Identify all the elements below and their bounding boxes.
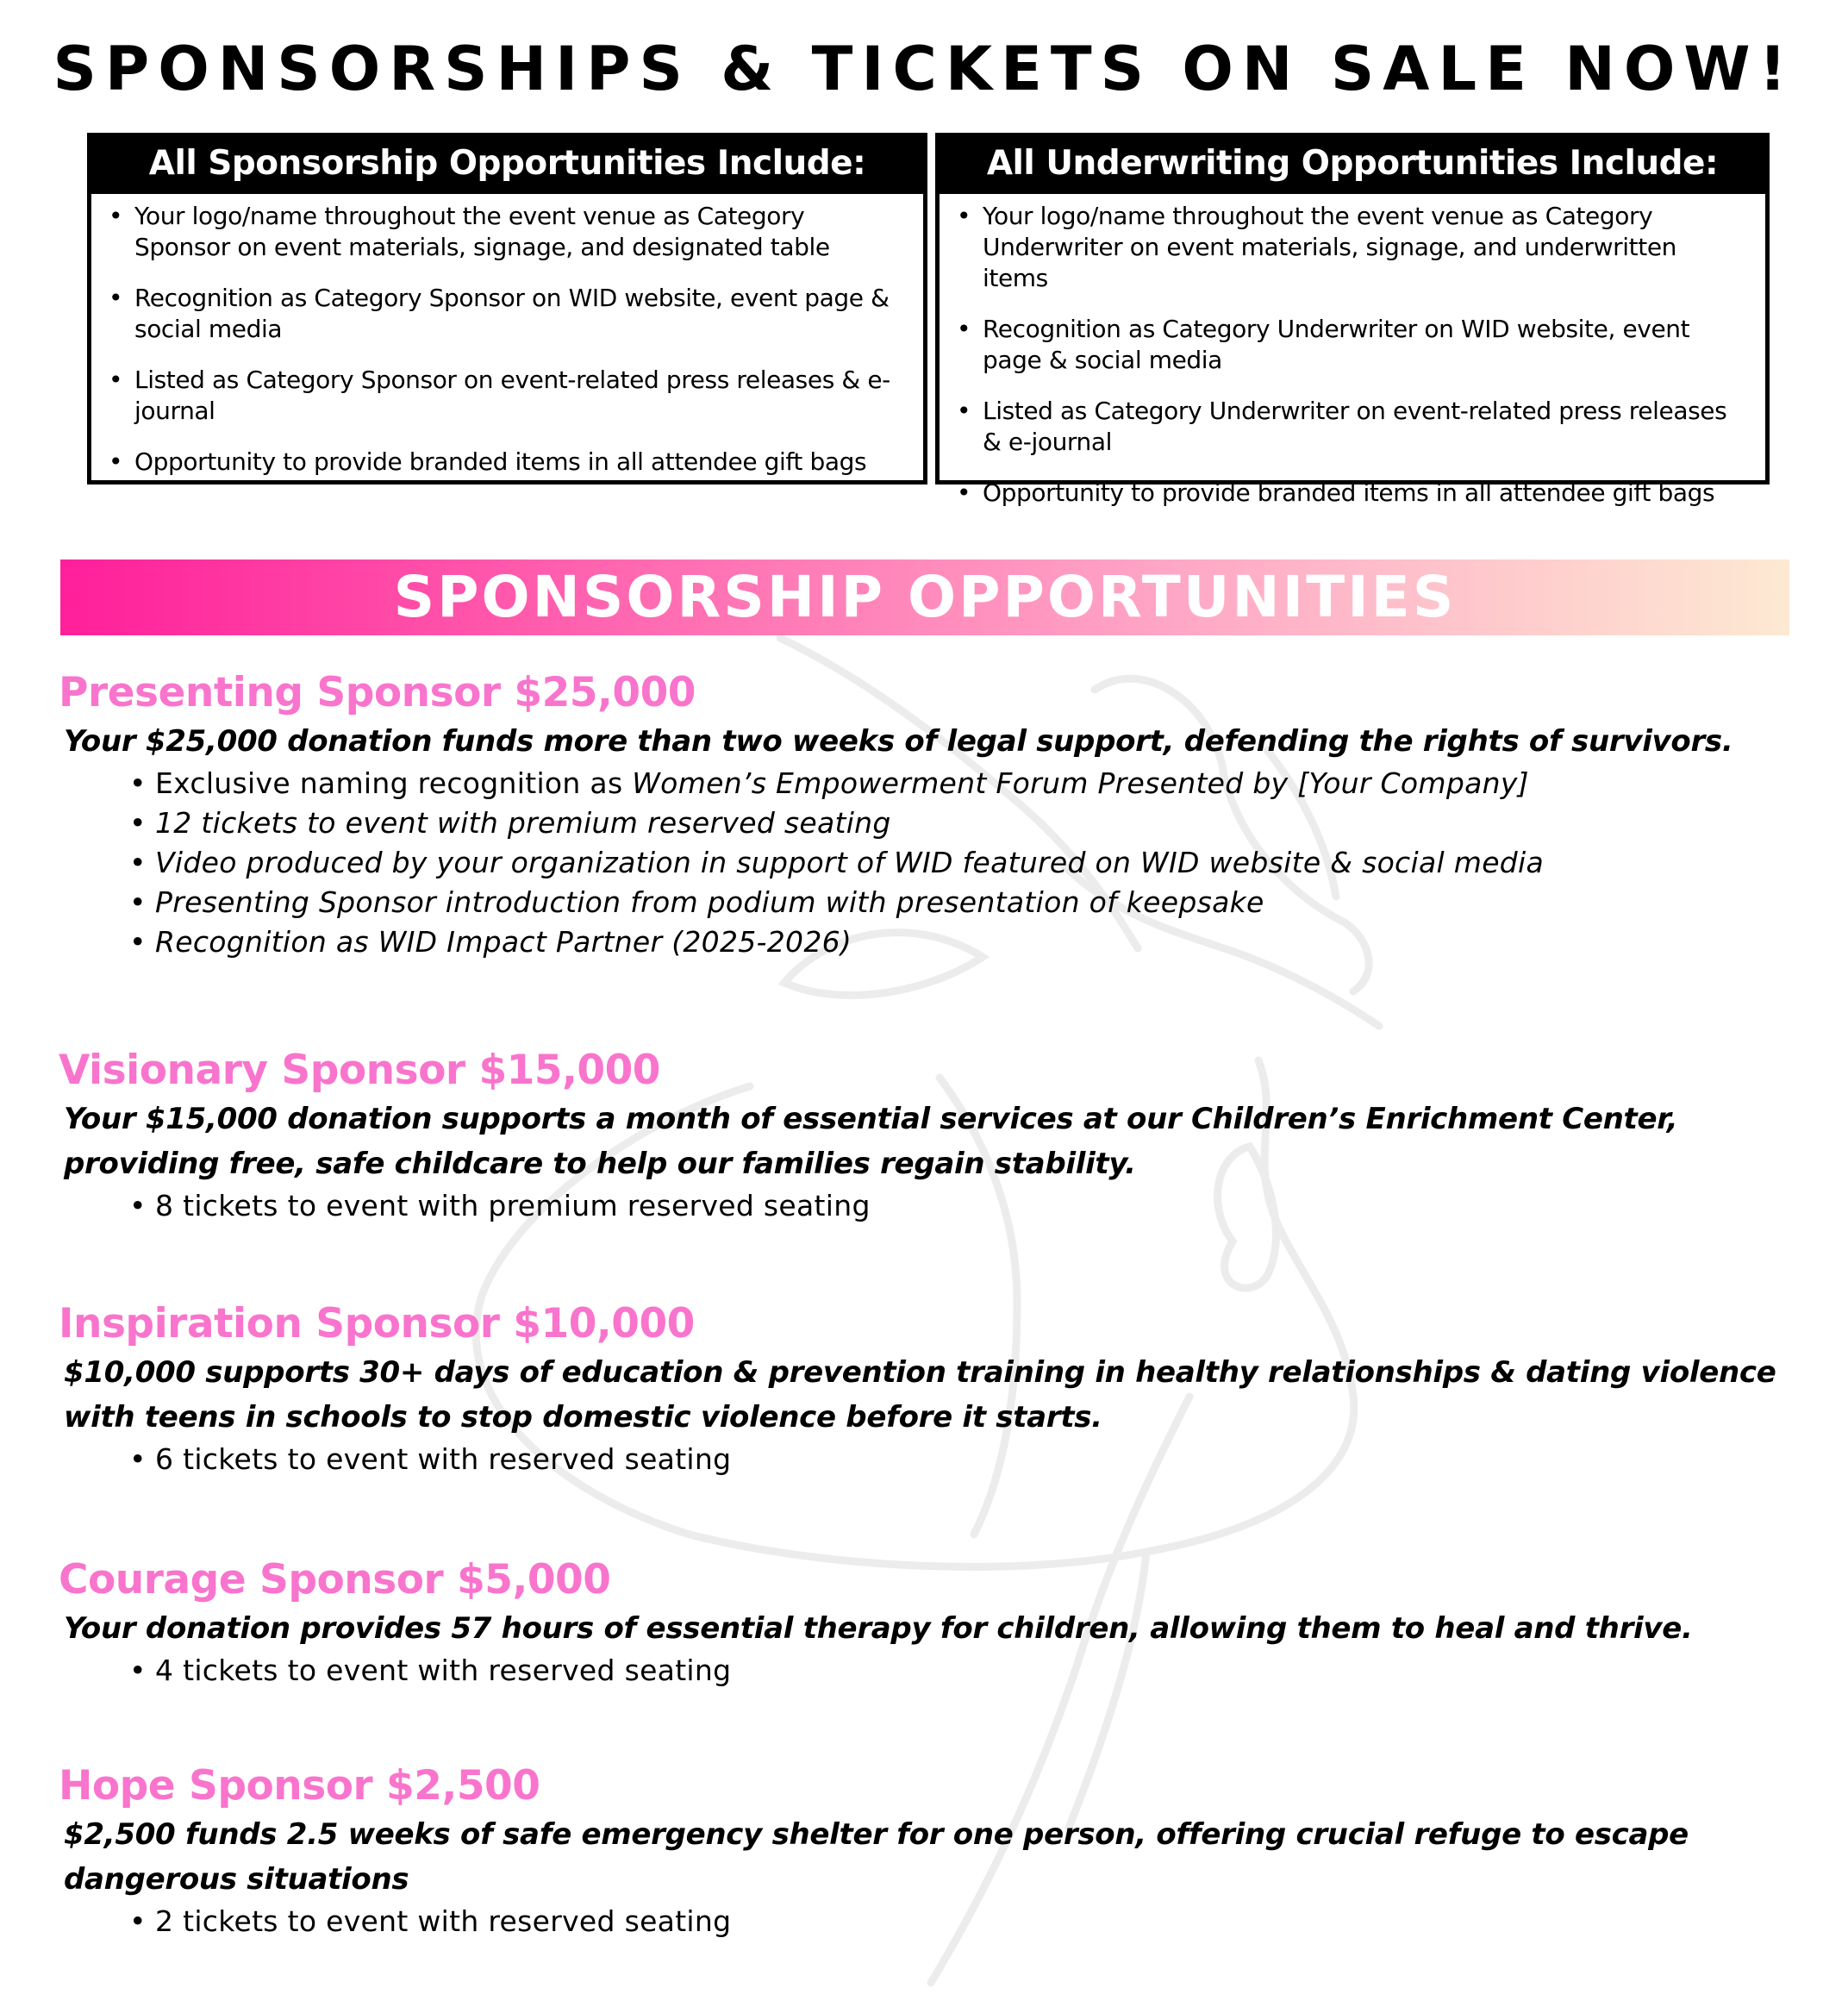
bullet-icon: •: [129, 806, 147, 840]
tier-hope: [59, 1760, 1817, 1941]
tier-description: $2,500 funds 2.5 weeks of safe emergency shelter for one person, offering crucial refuge to escape dangerous situations: [64, 1817, 1689, 1897]
list-item: • Recognition as Category Underwriter on WID website, event page & social media: [957, 315, 1690, 374]
tier-description: $10,000 supports 30+ days of education & prevention training in healthy relationships & dating violence with teens in schools to stop domestic violence before it starts.: [64, 1355, 1776, 1435]
tier-title: Hope Sponsor $2,500: [59, 1762, 540, 1810]
sponsorship-benefits-list: [91, 194, 923, 478]
list-item: • Opportunity to provide branded items in all attendee gift bags: [109, 447, 867, 476]
bullet-icon: •: [109, 284, 123, 312]
list-item: • Recognition as Category Sponsor on WID website, event page & social media: [109, 284, 890, 343]
tier-benefits: [59, 1902, 1817, 1941]
list-item: • Opportunity to provide branded items in all attendee gift bags: [957, 478, 1715, 507]
bullet-icon: •: [129, 1654, 147, 1687]
page-title: SPONSORSHIPS & TICKETS ON SALE NOW!: [53, 34, 1795, 104]
tier-presenting: [59, 667, 1817, 962]
tier-description: Your donation provides 57 hours of essential therapy for children, allowing them to heal and thrive.: [64, 1611, 1693, 1646]
bullet-icon: •: [129, 766, 147, 800]
tier-title: Presenting Sponsor $25,000: [59, 669, 696, 716]
bullet-icon: •: [957, 202, 971, 230]
bullet-icon: •: [957, 397, 971, 425]
list-item: • 6 tickets to event with reserved seating: [155, 1440, 1817, 1479]
underwriting-benefits-list: [940, 194, 1765, 509]
list-item: • Listed as Category Sponsor on event-related press releases & e-journal: [109, 366, 890, 425]
tier-inspiration: [59, 1298, 1817, 1479]
list-item: • 12 tickets to event with premium reserved seating: [155, 803, 1817, 843]
bullet-icon: •: [957, 315, 971, 343]
bullet-icon: •: [129, 925, 147, 959]
list-item: • Recognition as WID Impact Partner (2025-2026): [155, 922, 1817, 962]
tier-visionary: [59, 1045, 1817, 1226]
tier-courage: [59, 1554, 1817, 1691]
list-item: • Your logo/name throughout the event venue as Category Underwriter on event materials, signage, and underwritten items: [957, 202, 1676, 292]
underwriting-benefits-title: All Underwriting Opportunities Include:: [940, 137, 1765, 194]
tier-title: Inspiration Sponsor $10,000: [59, 1300, 695, 1347]
list-item: • 8 tickets to event with premium reserved seating: [155, 1186, 1817, 1226]
list-item: • 4 tickets to event with reserved seating: [155, 1651, 1817, 1691]
bullet-icon: •: [109, 366, 123, 394]
tier-benefits: [59, 1440, 1817, 1479]
tier-title: Courage Sponsor $5,000: [59, 1556, 611, 1604]
bullet-icon: •: [957, 478, 971, 507]
tier-description: Your $15,000 donation supports a month of essential services at our Children’s Enrichment Center, providing free, safe childcare to help our families regain stability.: [64, 1102, 1678, 1181]
bullet-icon: •: [129, 846, 147, 879]
bullet-icon: •: [129, 1189, 147, 1222]
list-item: • 2 tickets to event with reserved seating: [155, 1902, 1817, 1941]
sponsorship-benefits-title: All Sponsorship Opportunities Include:: [91, 137, 923, 194]
list-item: • Presenting Sponsor introduction from podium with presentation of keepsake: [155, 883, 1817, 922]
underwriting-benefits-box: [935, 133, 1770, 507]
bullet-icon: •: [129, 1904, 147, 1938]
tier-benefits: [59, 1186, 1817, 1226]
list-item: • Video produced by your organization in support of WID featured on WID website & social media: [155, 843, 1817, 883]
bullet-icon: •: [109, 202, 123, 230]
section-banner: SPONSORSHIP OPPORTUNITIES: [60, 560, 1789, 635]
tier-benefits: [59, 764, 1817, 962]
tier-description: Your $25,000 donation funds more than two weeks of legal support, defending the rights of survivors.: [64, 724, 1733, 759]
tier-benefits: [59, 1651, 1817, 1691]
sponsorship-benefits-box: [87, 133, 927, 484]
tier-title: Visionary Sponsor $15,000: [59, 1047, 661, 1094]
list-item: • Exclusive naming recognition as Women’s Empowerment Forum Presented by [Your Company]: [155, 764, 1817, 803]
list-item: • Your logo/name throughout the event venue as Category Sponsor on event materials, signage, and designated table: [109, 202, 830, 261]
bullet-icon: •: [109, 447, 123, 476]
bullet-icon: •: [129, 1442, 147, 1476]
bullet-icon: •: [129, 885, 147, 919]
list-item: • Listed as Category Underwriter on event-related press releases & e-journal: [957, 397, 1727, 456]
